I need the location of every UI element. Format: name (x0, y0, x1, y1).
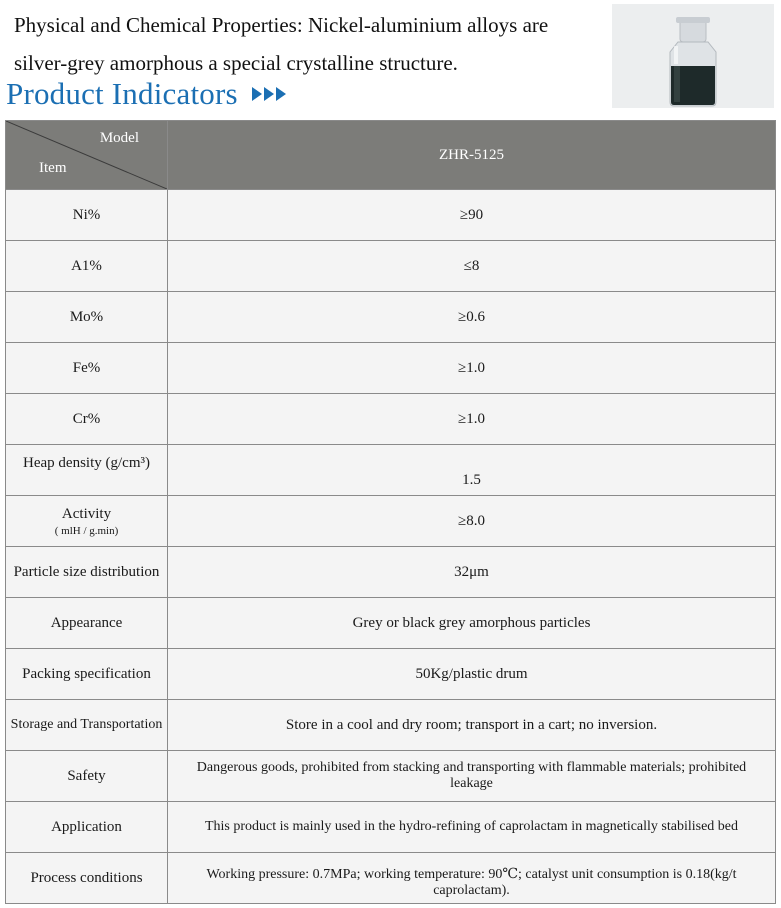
row-item (6, 496, 168, 547)
row-value: Working pressure: 0.7MPa; working temperature: 90℃; catalyst unit consumption is 0.18(kg/t caprolactam). (168, 853, 776, 904)
row-value: Store in a cool and dry room; transport in a cart; no inversion. (168, 700, 776, 751)
row-value: ≥1.0 (168, 394, 776, 445)
row-item: Storage and Transportation (6, 700, 168, 751)
triple-arrow-icon (252, 87, 286, 101)
row-item: Particle size distribution (6, 547, 168, 598)
table-row (6, 343, 776, 394)
row-item: Fe% (6, 343, 168, 394)
row-value: 32μm (168, 547, 776, 598)
table-row (6, 445, 776, 496)
row-item: Safety (6, 751, 168, 802)
diagonal-divider (6, 121, 167, 189)
table-row (6, 394, 776, 445)
row-value: 50Kg/plastic drum (168, 649, 776, 700)
header-model-value: ZHR-5125 (168, 121, 776, 190)
section-heading (6, 74, 286, 114)
table-row (6, 190, 776, 241)
section-heading-text: Product Indicators (6, 76, 238, 111)
table-row (6, 649, 776, 700)
table-row (6, 853, 776, 904)
product-indicators-table (5, 120, 776, 904)
row-item: Packing specification (6, 649, 168, 700)
header-model-label: Model (99, 130, 139, 146)
activity-label: Activity (61, 506, 112, 522)
table-row (6, 700, 776, 751)
table-header-row (6, 121, 776, 190)
row-item: Appearance (6, 598, 168, 649)
table-row (6, 292, 776, 343)
row-item: Application (6, 802, 168, 853)
row-value: ≥8.0 (168, 496, 776, 547)
row-value: Dangerous goods, prohibited from stacking and transporting with flammable materials; prohibited leakage (168, 751, 776, 802)
table-row (6, 802, 776, 853)
row-item: Process conditions (6, 853, 168, 904)
row-value: This product is mainly used in the hydro-refining of caprolactam in magnetically stabilised bed (168, 802, 776, 853)
row-item: Cr% (6, 394, 168, 445)
header-item-label: Item (39, 160, 67, 176)
row-value: ≥1.0 (168, 343, 776, 394)
product-bottle-image (612, 4, 774, 108)
table-row (6, 598, 776, 649)
intro-line-2: silver-grey amorphous a special crystalline structure. (14, 51, 458, 75)
row-value: 1.5 (168, 445, 776, 496)
intro-text (14, 6, 604, 82)
row-item: Mo% (6, 292, 168, 343)
activity-unit: ( mlH / g.min) (54, 525, 119, 537)
table-row (6, 547, 776, 598)
row-value: ≥0.6 (168, 292, 776, 343)
row-item: A1% (6, 241, 168, 292)
table-row (6, 751, 776, 802)
header-corner-cell (6, 121, 168, 190)
row-item: Heap density (g/cm³) (6, 445, 168, 496)
bottle-illustration (612, 4, 774, 108)
row-item: Ni% (6, 190, 168, 241)
row-value: ≥90 (168, 190, 776, 241)
table-row (6, 496, 776, 547)
row-value: Grey or black grey amorphous particles (168, 598, 776, 649)
intro-line-1: Physical and Chemical Properties: Nickel-aluminium alloys are (14, 13, 549, 37)
row-value: ≤8 (168, 241, 776, 292)
table-row (6, 241, 776, 292)
